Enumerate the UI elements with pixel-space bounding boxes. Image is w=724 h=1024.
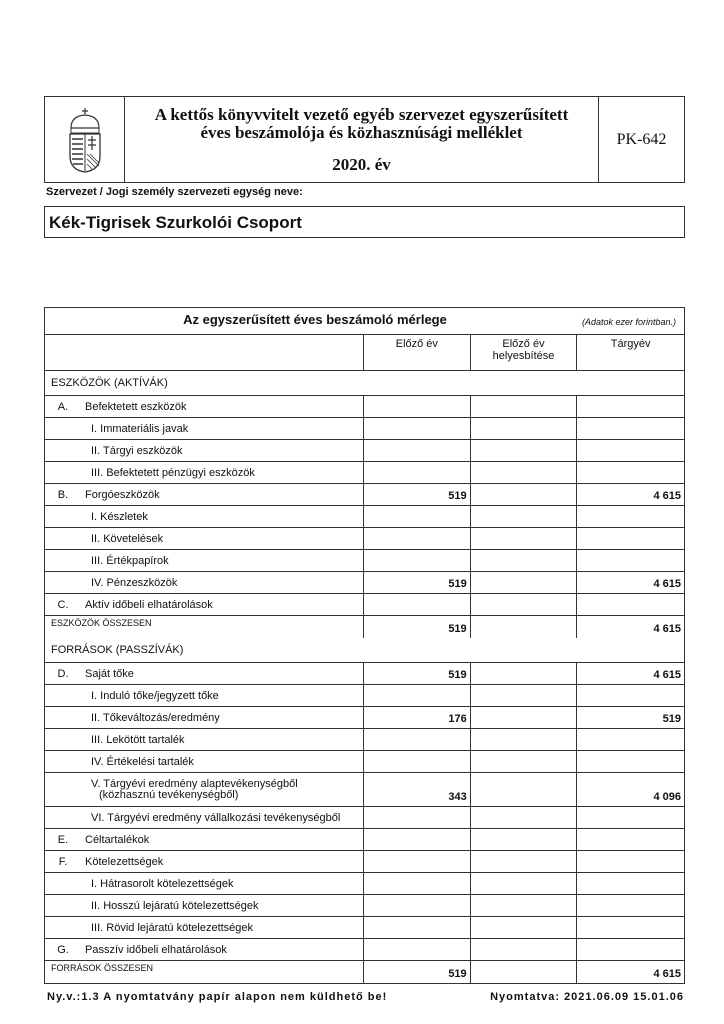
table-row: [45, 663, 684, 685]
value-prev-year: [363, 685, 470, 706]
row-text: I. Hátrasorolt kötelezettségek: [91, 877, 234, 890]
row-text-2: (közhasznú tevékenységből): [99, 788, 239, 801]
row-label: [45, 707, 363, 728]
row-text: III. Rövid lejáratú kötelezettségek: [91, 921, 254, 934]
value-prev-year: [363, 829, 470, 850]
value-prev-year: [363, 917, 470, 938]
table-row: [45, 685, 684, 707]
value-prev-year: [363, 418, 470, 439]
value-prev-year: 176: [363, 707, 470, 728]
coat-of-arms-icon: [65, 106, 105, 174]
row-text: VI. Tárgyévi eredmény vállalkozási tevékenységből: [91, 811, 341, 824]
value-current-year: 4 615: [576, 572, 684, 593]
row-label: [45, 685, 363, 706]
row-text: III. Értékpapírok: [91, 554, 169, 567]
row-text: I. Készletek: [91, 510, 148, 523]
table-title: Az egyszerűsített éves beszámoló mérlege: [183, 312, 447, 327]
value-correction: [470, 572, 577, 593]
row-text: III. Lekötött tartalék: [91, 733, 185, 746]
table-row: [45, 440, 684, 462]
label-column-header: [45, 335, 363, 370]
column-header-current: Tárgyév: [576, 335, 684, 370]
value-correction: [470, 550, 577, 571]
value-prev-year: 519: [363, 961, 470, 983]
row-label: [45, 506, 363, 527]
form-code: PK-642: [616, 130, 667, 148]
value-prev-year: [363, 440, 470, 461]
row-text: IV. Értékelési tartalék: [91, 755, 194, 768]
value-correction: [470, 396, 577, 417]
value-current-year: [576, 685, 684, 706]
value-current-year: [576, 528, 684, 549]
value-prev-year: [363, 873, 470, 894]
value-correction: [470, 685, 577, 706]
row-text: Aktív időbeli elhatárolások: [85, 598, 213, 611]
row-label: [45, 773, 363, 806]
value-current-year: [576, 418, 684, 439]
row-label: [45, 917, 363, 938]
table-row: [45, 829, 684, 851]
row-letter: F.: [58, 855, 68, 868]
value-current-year: 4 615: [576, 484, 684, 505]
value-current-year: [576, 807, 684, 828]
value-correction: [470, 917, 577, 938]
table-row: [45, 895, 684, 917]
table-row: [45, 939, 684, 961]
row-text: II. Tárgyi eszközök: [91, 444, 183, 457]
value-prev-year: [363, 895, 470, 916]
total-row: [45, 616, 684, 638]
value-correction: [470, 528, 577, 549]
value-prev-year: [363, 851, 470, 872]
row-label: [45, 829, 363, 850]
report-year: 2020. év: [332, 155, 391, 174]
value-current-year: [576, 873, 684, 894]
table-row: [45, 396, 684, 418]
table-row: [45, 506, 684, 528]
row-label: [45, 440, 363, 461]
row-label: [45, 807, 363, 828]
table-row: [45, 851, 684, 873]
row-label: [45, 873, 363, 894]
value-current-year: 4 615: [576, 663, 684, 684]
value-prev-year: 519: [363, 484, 470, 505]
row-label: [45, 462, 363, 483]
table-row: [45, 572, 684, 594]
table-row: [45, 917, 684, 939]
row-label: [45, 550, 363, 571]
row-text: III. Befektetett pénzügyi eszközök: [91, 466, 255, 479]
footer-version-note: Ny.v.:1.3 A nyomtatvány papír alapon nem küldhető be!: [47, 991, 388, 1003]
row-label: [45, 751, 363, 772]
value-prev-year: [363, 807, 470, 828]
column-header-row: [45, 335, 684, 371]
table-row: [45, 773, 684, 807]
value-current-year: [576, 506, 684, 527]
table-row: [45, 707, 684, 729]
row-label: FORRÁSOK ÖSSZESEN: [51, 963, 154, 973]
table-row: [45, 462, 684, 484]
row-label: [45, 396, 363, 417]
row-letter: B.: [57, 488, 69, 501]
balance-sheet-table: [44, 307, 685, 984]
column-header-correction: Előző év helyesbítése: [470, 335, 577, 370]
value-prev-year: [363, 528, 470, 549]
table-row: [45, 729, 684, 751]
table-row: [45, 807, 684, 829]
row-text: Saját tőke: [85, 667, 134, 680]
value-prev-year: 519: [363, 663, 470, 684]
value-correction: [470, 418, 577, 439]
total-row: [45, 961, 684, 983]
row-label: [45, 663, 363, 684]
row-label: ESZKÖZÖK ÖSSZESEN: [51, 618, 152, 628]
value-current-year: [576, 594, 684, 615]
value-correction: [470, 751, 577, 772]
value-correction: [470, 440, 577, 461]
title-line-2: éves beszámolója és közhasznúsági melléklet: [200, 123, 523, 142]
value-current-year: 519: [576, 707, 684, 728]
value-current-year: [576, 829, 684, 850]
title-line-1: A kettős könyvvitelt vezető egyéb szervezet egyszerűsített: [154, 105, 569, 124]
value-correction: [470, 773, 577, 806]
form-header: [44, 96, 685, 183]
row-text: II. Hosszú lejáratú kötelezettségek: [91, 899, 259, 912]
value-current-year: [576, 550, 684, 571]
row-text: Kötelezettségek: [85, 855, 164, 868]
value-current-year: 4 615: [576, 616, 684, 638]
row-text: Céltartalékok: [85, 833, 150, 846]
value-prev-year: 519: [363, 616, 470, 638]
row-text: II. Követelések: [91, 532, 164, 545]
emblem-cell: [45, 97, 125, 182]
organization-label: Szervezet / Jogi személy szervezeti egység neve:: [46, 186, 303, 198]
value-prev-year: 519: [363, 572, 470, 593]
organization-name: Kék-Tigrisek Szurkolói Csoport: [44, 206, 685, 238]
value-correction: [470, 506, 577, 527]
row-label: [45, 594, 363, 615]
row-letter: A.: [57, 400, 69, 413]
value-correction: [470, 663, 577, 684]
value-prev-year: [363, 939, 470, 960]
row-text: I. Induló tőke/jegyzett tőke: [91, 689, 219, 702]
table-row: [45, 550, 684, 572]
value-current-year: [576, 462, 684, 483]
value-correction: [470, 484, 577, 505]
row-letter: C.: [57, 598, 69, 611]
table-row: [45, 484, 684, 506]
row-text: Befektetett eszközök: [85, 400, 187, 413]
unit-note: (Adatok ezer forintban.): [581, 317, 676, 327]
value-current-year: [576, 939, 684, 960]
value-correction: [470, 707, 577, 728]
value-current-year: [576, 751, 684, 772]
value-current-year: [576, 396, 684, 417]
row-label: [45, 418, 363, 439]
value-prev-year: [363, 462, 470, 483]
row-label: [45, 572, 363, 593]
table-row: [45, 418, 684, 440]
value-prev-year: [363, 550, 470, 571]
row-text: II. Tőkeváltozás/eredmény: [91, 711, 220, 724]
row-label: [45, 851, 363, 872]
row-label: [45, 895, 363, 916]
value-correction: [470, 851, 577, 872]
value-correction: [470, 939, 577, 960]
value-prev-year: 343: [363, 773, 470, 806]
table-row: [45, 751, 684, 773]
value-correction: [470, 829, 577, 850]
footer-print-date: Nyomtatva: 2021.06.09 15.01.06: [490, 991, 684, 1003]
value-correction: [470, 729, 577, 750]
value-correction: [470, 873, 577, 894]
value-current-year: [576, 440, 684, 461]
row-letter: E.: [57, 833, 69, 846]
row-label: [45, 729, 363, 750]
table-row: [45, 528, 684, 550]
row-text: Passzív időbeli elhatárolások: [85, 943, 227, 956]
value-correction: [470, 895, 577, 916]
value-correction: [470, 462, 577, 483]
value-prev-year: [363, 506, 470, 527]
row-letter: D.: [57, 667, 69, 680]
value-current-year: 4 615: [576, 961, 684, 983]
value-correction: [470, 594, 577, 615]
value-prev-year: [363, 751, 470, 772]
value-current-year: [576, 729, 684, 750]
value-current-year: 4 096: [576, 773, 684, 806]
table-title-row: [45, 308, 684, 335]
row-text: V. Tárgyévi eredmény alaptevékenységből: [91, 777, 298, 790]
value-correction: [470, 616, 577, 638]
table-row: [45, 873, 684, 895]
row-label: [45, 484, 363, 505]
form-title: [125, 97, 599, 182]
value-prev-year: [363, 729, 470, 750]
row-text: Forgóeszközök: [85, 488, 160, 501]
liabilities-section-header: FORRÁSOK (PASSZÍVÁK): [45, 638, 684, 663]
value-current-year: [576, 917, 684, 938]
row-text: I. Immateriális javak: [91, 422, 189, 435]
row-label: [45, 528, 363, 549]
value-correction: [470, 961, 577, 983]
value-current-year: [576, 895, 684, 916]
table-row: [45, 594, 684, 616]
row-label: [45, 939, 363, 960]
value-prev-year: [363, 594, 470, 615]
value-prev-year: [363, 396, 470, 417]
row-text: IV. Pénzeszközök: [91, 576, 178, 589]
row-letter: G.: [57, 943, 69, 956]
value-current-year: [576, 851, 684, 872]
value-correction: [470, 807, 577, 828]
assets-section-header: ESZKÖZÖK (AKTÍVÁK): [45, 371, 684, 396]
column-header-prev: Előző év: [363, 335, 470, 370]
